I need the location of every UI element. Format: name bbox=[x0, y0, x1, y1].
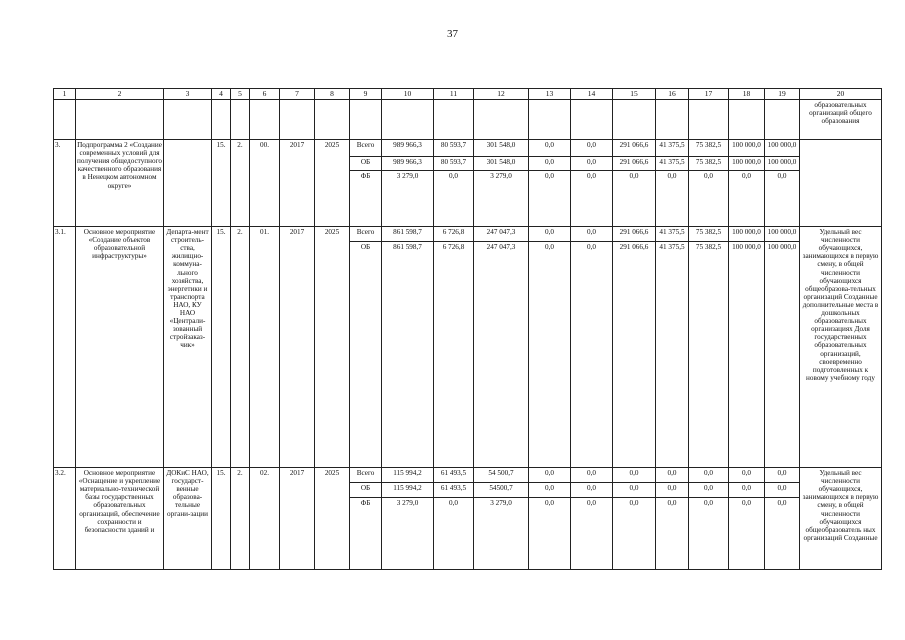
value-cell: 291 066,6 bbox=[613, 140, 656, 157]
value-cell: 0,0 bbox=[529, 242, 571, 468]
col-header: 15 bbox=[613, 89, 656, 100]
value-cell: 75 382,5 bbox=[689, 227, 729, 242]
value-cell: 0,0 bbox=[656, 483, 689, 498]
col-header: 10 bbox=[382, 89, 434, 100]
indicator-cell: Удельный вес численности обучающихся, занимающихся в первую смену, в общей численности обучающихся общеобразователь ных организаций Созданные bbox=[800, 468, 882, 570]
value-cell: 989 966,3 bbox=[382, 157, 434, 171]
value-cell: 247 047,3 bbox=[474, 242, 529, 468]
code-cell: 2. bbox=[231, 140, 250, 227]
value-cell: 0,0 bbox=[765, 498, 800, 570]
code-cell: 15. bbox=[212, 140, 231, 227]
value-cell: 0,0 bbox=[529, 483, 571, 498]
value-cell: 3 279,0 bbox=[382, 171, 434, 227]
code-cell: 02. bbox=[250, 468, 280, 570]
value-cell: 61 493,5 bbox=[434, 468, 474, 483]
funding-source: ФБ bbox=[350, 171, 382, 227]
value-cell: 41 375,5 bbox=[656, 140, 689, 157]
value-cell: 0,0 bbox=[571, 483, 613, 498]
value-cell: 0,0 bbox=[689, 171, 729, 227]
program-name: Основное мероприятие «Создание объектов образовательной инфраструктуры» bbox=[76, 227, 164, 468]
value-cell: 0,0 bbox=[571, 227, 613, 242]
start-year: 2017 bbox=[280, 227, 315, 468]
start-year: 2017 bbox=[280, 468, 315, 570]
funding-source: Всего bbox=[350, 140, 382, 157]
value-cell: 0,0 bbox=[729, 468, 765, 483]
value-cell: 100 000,0 bbox=[729, 157, 765, 171]
value-cell: 291 066,6 bbox=[613, 157, 656, 171]
value-cell: 0,0 bbox=[729, 171, 765, 227]
col-header: 2 bbox=[76, 89, 164, 100]
value-cell: 54500,7 bbox=[474, 483, 529, 498]
value-cell: 0,0 bbox=[765, 171, 800, 227]
value-cell: 0,0 bbox=[689, 483, 729, 498]
value-cell: 6 726,8 bbox=[434, 242, 474, 468]
code-cell: 2. bbox=[231, 227, 250, 468]
value-cell: 100 000,0 bbox=[765, 242, 800, 468]
value-cell: 0,0 bbox=[656, 468, 689, 483]
value-cell: 0,0 bbox=[613, 498, 656, 570]
col-header: 8 bbox=[315, 89, 350, 100]
funding-source: ОБ bbox=[350, 483, 382, 498]
value-cell: 100 000,0 bbox=[729, 242, 765, 468]
value-cell: 247 047,3 bbox=[474, 227, 529, 242]
value-cell: 75 382,5 bbox=[689, 140, 729, 157]
value-cell: 291 066,6 bbox=[613, 227, 656, 242]
col-header: 7 bbox=[280, 89, 315, 100]
value-cell: 0,0 bbox=[529, 227, 571, 242]
row-number: 3.2. bbox=[54, 468, 76, 570]
value-cell: 75 382,5 bbox=[689, 157, 729, 171]
executor: Департа-мент строитель-ства, жилищно-коммуна-льного хозяйства, энергетики и транспорта НАО, КУ НАО «Централи-зованный стройзаказ-чик» bbox=[164, 227, 212, 468]
indicator-cell: Удельный вес численности обучающихся, занимающихся в первую смену, в общей численности обучающихся общеобразова-тельных организаций Созданные дополнительные места в дошкольных образовательных организациях Доля государственных образовательных организаций, своевременно подготовленных к новому учебному году bbox=[800, 227, 882, 468]
col-header: 4 bbox=[212, 89, 231, 100]
col-header: 17 bbox=[689, 89, 729, 100]
value-cell: 115 994,2 bbox=[382, 468, 434, 483]
value-cell: 61 493,5 bbox=[434, 483, 474, 498]
table-row bbox=[54, 140, 882, 157]
value-cell: 0,0 bbox=[529, 140, 571, 157]
value-cell: 0,0 bbox=[571, 140, 613, 157]
value-cell: 0,0 bbox=[571, 498, 613, 570]
executor: ДОКиС НАО, государст-венные образова-тельные органи-зации bbox=[164, 468, 212, 570]
indicator-cell: образовательных организаций общего образования bbox=[800, 100, 882, 140]
col-header: 18 bbox=[729, 89, 765, 100]
code-cell: 00. bbox=[250, 140, 280, 227]
program-name: Подпрограмма 2 «Создание современных условий для получения общедоступного качественного образования в Ненецком автономном округе» bbox=[76, 140, 164, 227]
program-name: Основное мероприятие «Оснащение и укрепление материально-технической базы государственных образовательных организаций, обеспечение сохранности и безопасности зданий и bbox=[76, 468, 164, 570]
value-cell: 0,0 bbox=[613, 483, 656, 498]
value-cell: 0,0 bbox=[434, 171, 474, 227]
row-number: 3.1. bbox=[54, 227, 76, 468]
col-header: 13 bbox=[529, 89, 571, 100]
table-row bbox=[54, 468, 882, 483]
end-year: 2025 bbox=[315, 468, 350, 570]
end-year: 2025 bbox=[315, 140, 350, 227]
indicator-cell bbox=[800, 140, 882, 227]
funding-source: ОБ bbox=[350, 242, 382, 468]
code-cell: 15. bbox=[212, 227, 231, 468]
value-cell: 0,0 bbox=[571, 157, 613, 171]
code-cell: 2. bbox=[231, 468, 250, 570]
value-cell: 0,0 bbox=[529, 468, 571, 483]
value-cell: 75 382,5 bbox=[689, 242, 729, 468]
value-cell: 100 000,0 bbox=[765, 157, 800, 171]
page-number: 37 bbox=[447, 28, 458, 40]
col-header: 5 bbox=[231, 89, 250, 100]
value-cell: 301 548,0 bbox=[474, 157, 529, 171]
col-header: 19 bbox=[765, 89, 800, 100]
value-cell: 0,0 bbox=[529, 157, 571, 171]
col-header: 3 bbox=[164, 89, 212, 100]
value-cell: 0,0 bbox=[571, 242, 613, 468]
value-cell: 0,0 bbox=[571, 468, 613, 483]
executor bbox=[164, 140, 212, 227]
col-header: 1 bbox=[54, 89, 76, 100]
funding-source: Всего bbox=[350, 468, 382, 483]
row-number: 3. bbox=[54, 140, 76, 227]
value-cell: 0,0 bbox=[529, 171, 571, 227]
value-cell: 54 500,7 bbox=[474, 468, 529, 483]
value-cell: 3 279,0 bbox=[382, 498, 434, 570]
value-cell: 301 548,0 bbox=[474, 140, 529, 157]
value-cell: 0,0 bbox=[765, 468, 800, 483]
value-cell: 0,0 bbox=[689, 468, 729, 483]
col-header: 14 bbox=[571, 89, 613, 100]
col-header: 20 bbox=[800, 89, 882, 100]
value-cell: 0,0 bbox=[613, 468, 656, 483]
value-cell: 100 000,0 bbox=[765, 227, 800, 242]
col-header: 9 bbox=[350, 89, 382, 100]
code-cell: 15. bbox=[212, 468, 231, 570]
value-cell: 0,0 bbox=[613, 171, 656, 227]
value-cell: 41 375,5 bbox=[656, 242, 689, 468]
code-cell: 01. bbox=[250, 227, 280, 468]
value-cell: 3 279,0 bbox=[474, 171, 529, 227]
col-header: 11 bbox=[434, 89, 474, 100]
value-cell: 0,0 bbox=[729, 498, 765, 570]
value-cell: 100 000,0 bbox=[729, 227, 765, 242]
value-cell: 0,0 bbox=[656, 498, 689, 570]
value-cell: 0,0 bbox=[571, 171, 613, 227]
col-header: 6 bbox=[250, 89, 280, 100]
value-cell: 41 375,5 bbox=[656, 157, 689, 171]
value-cell: 3 279,0 bbox=[474, 498, 529, 570]
col-header: 16 bbox=[656, 89, 689, 100]
value-cell: 0,0 bbox=[689, 498, 729, 570]
col-header: 12 bbox=[474, 89, 529, 100]
end-year: 2025 bbox=[315, 227, 350, 468]
budget-table bbox=[53, 88, 882, 570]
value-cell: 0,0 bbox=[729, 483, 765, 498]
value-cell: 0,0 bbox=[765, 483, 800, 498]
value-cell: 861 598,7 bbox=[382, 227, 434, 242]
funding-source: Всего bbox=[350, 227, 382, 242]
header-row bbox=[54, 89, 882, 100]
value-cell: 6 726,8 bbox=[434, 227, 474, 242]
table-row bbox=[54, 227, 882, 242]
value-cell: 80 593,7 bbox=[434, 157, 474, 171]
value-cell: 861 598,7 bbox=[382, 242, 434, 468]
value-cell: 41 375,5 bbox=[656, 227, 689, 242]
start-year: 2017 bbox=[280, 140, 315, 227]
continuation-row bbox=[54, 100, 882, 140]
value-cell: 100 000,0 bbox=[765, 140, 800, 157]
value-cell: 0,0 bbox=[529, 498, 571, 570]
value-cell: 115 994,2 bbox=[382, 483, 434, 498]
value-cell: 100 000,0 bbox=[729, 140, 765, 157]
value-cell: 80 593,7 bbox=[434, 140, 474, 157]
value-cell: 0,0 bbox=[434, 498, 474, 570]
value-cell: 291 066,6 bbox=[613, 242, 656, 468]
funding-source: ФБ bbox=[350, 498, 382, 570]
value-cell: 989 966,3 bbox=[382, 140, 434, 157]
funding-source: ОБ bbox=[350, 157, 382, 171]
value-cell: 0,0 bbox=[656, 171, 689, 227]
